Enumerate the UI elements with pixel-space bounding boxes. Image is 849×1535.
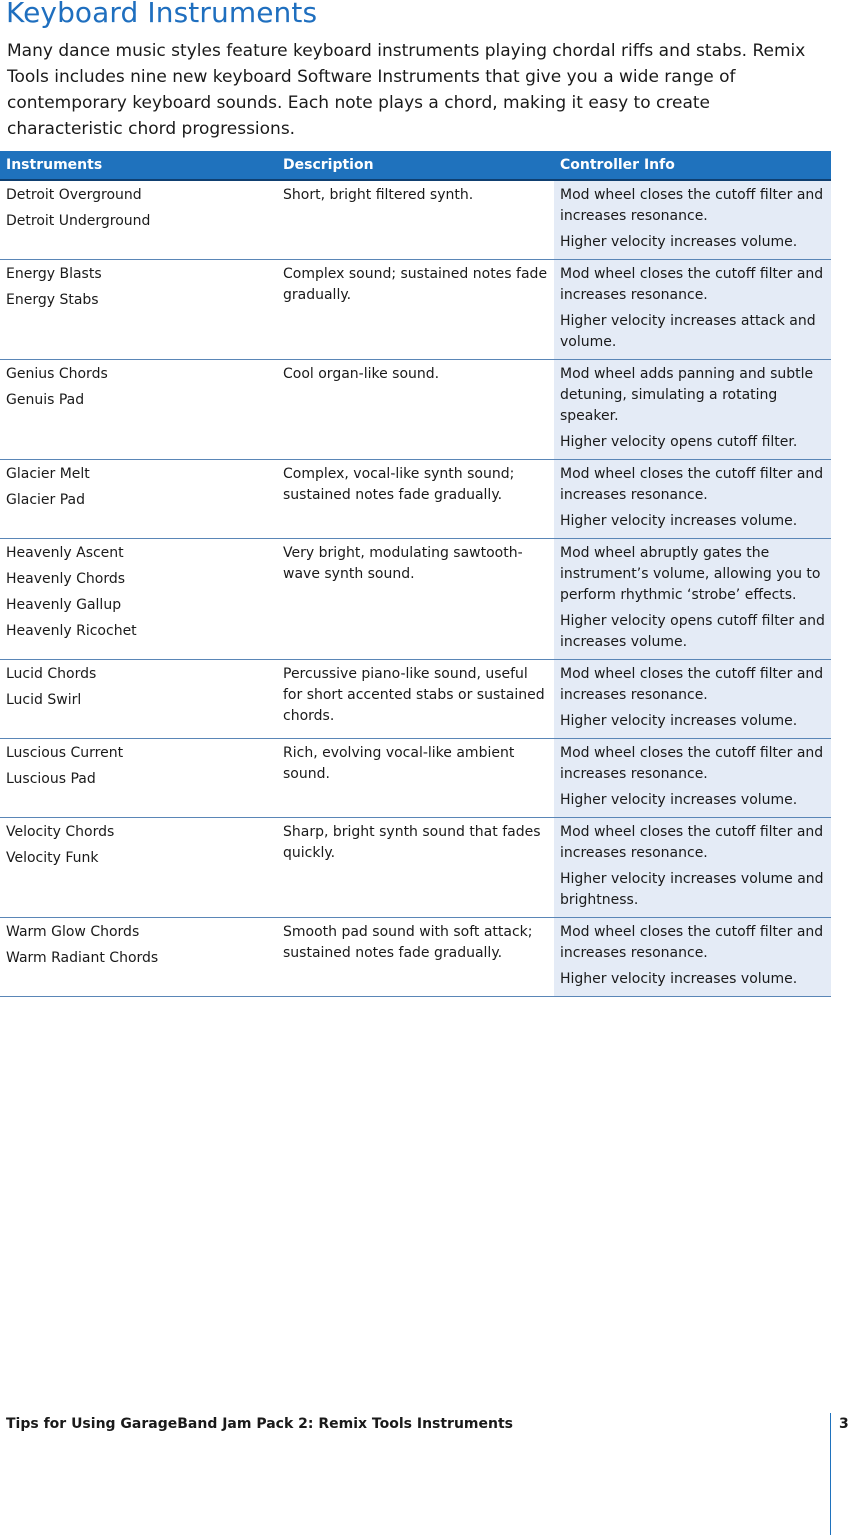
controller-info-text: Higher velocity increases volume. xyxy=(560,792,798,808)
page-number: 3 xyxy=(839,1416,849,1432)
table-body xyxy=(0,180,831,997)
description-text: Percussive piano-like sound, useful for short accented stabs or sustained chords. xyxy=(283,666,545,724)
instrument-name: Velocity Funk xyxy=(6,850,99,866)
controller-info-text: Higher velocity increases volume. xyxy=(560,513,798,529)
controller-info-cell xyxy=(554,818,831,918)
controller-info-cell xyxy=(554,539,831,660)
instruments-cell xyxy=(0,818,277,918)
instrument-name: Velocity Chords xyxy=(6,824,115,840)
description-text: Complex, vocal-like synth sound; sustained notes fade gradually. xyxy=(283,466,515,503)
instruments-cell xyxy=(0,180,277,260)
instruments-cell xyxy=(0,539,277,660)
intro-paragraph: Many dance music styles feature keyboard instruments playing chordal riffs and stabs. Remix Tools includes nine new keyboard Software Instruments that give you a wide range of contemporary keyboard sounds. Each note plays a chord, making it easy to create characteristic chord progressions. xyxy=(7,41,806,139)
table-row xyxy=(0,539,831,660)
controller-info-text: Mod wheel closes the cutoff filter and increases resonance. xyxy=(560,187,824,224)
controller-info-cell xyxy=(554,260,831,360)
controller-info-text: Higher velocity increases volume. xyxy=(560,234,798,250)
table-row xyxy=(0,918,831,997)
instruments-cell xyxy=(0,460,277,539)
controller-info-cell xyxy=(554,660,831,739)
footer-title: Tips for Using GarageBand Jam Pack 2: Remix Tools Instruments xyxy=(6,1416,514,1432)
instrument-table xyxy=(0,151,831,997)
column-header-description: Description xyxy=(277,151,554,180)
description-text: Complex sound; sustained notes fade gradually. xyxy=(283,266,548,303)
table-row xyxy=(0,360,831,460)
controller-info-text: Higher velocity increases volume. xyxy=(560,713,798,729)
description-text: Cool organ-like sound. xyxy=(283,366,440,382)
instrument-name: Heavenly Ascent xyxy=(6,545,124,561)
instrument-name: Luscious Current xyxy=(6,745,124,761)
instrument-name: Detroit Overground xyxy=(6,187,142,203)
description-text: Very bright, modulating sawtooth-wave synth sound. xyxy=(283,545,523,582)
description-cell xyxy=(277,460,554,539)
controller-info-cell xyxy=(554,180,831,260)
instrument-name: Heavenly Ricochet xyxy=(6,623,137,639)
controller-info-cell xyxy=(554,360,831,460)
controller-info-cell xyxy=(554,739,831,818)
instrument-name: Genius Chords xyxy=(6,366,108,382)
instruments-cell xyxy=(0,660,277,739)
description-text: Sharp, bright synth sound that fades quickly. xyxy=(283,824,541,861)
description-cell xyxy=(277,260,554,360)
table-header-row xyxy=(0,151,831,180)
instrument-name: Heavenly Gallup xyxy=(6,597,122,613)
instruments-cell xyxy=(0,739,277,818)
table-row xyxy=(0,180,831,260)
description-text: Rich, evolving vocal-like ambient sound. xyxy=(283,745,515,782)
instrument-name: Warm Radiant Chords xyxy=(6,950,159,966)
description-text: Short, bright filtered synth. xyxy=(283,187,474,203)
instrument-name: Energy Stabs xyxy=(6,292,99,308)
controller-info-cell xyxy=(554,460,831,539)
description-cell xyxy=(277,818,554,918)
controller-info-text: Mod wheel abruptly gates the instrument’s volume, allowing you to perform rhythmic ‘strobe’ effects. xyxy=(560,545,821,603)
controller-info-text: Mod wheel closes the cutoff filter and increases resonance. xyxy=(560,466,824,503)
instrument-name: Glacier Melt xyxy=(6,466,90,482)
description-cell xyxy=(277,918,554,997)
instrument-name: Lucid Chords xyxy=(6,666,97,682)
table-row xyxy=(0,260,831,360)
controller-info-text: Mod wheel closes the cutoff filter and increases resonance. xyxy=(560,666,824,703)
instrument-name: Detroit Underground xyxy=(6,213,151,229)
instrument-name: Genuis Pad xyxy=(6,392,85,408)
column-header-instruments: Instruments xyxy=(0,151,277,180)
instrument-name: Heavenly Chords xyxy=(6,571,126,587)
table-row xyxy=(0,460,831,539)
instruments-cell xyxy=(0,260,277,360)
controller-info-text: Higher velocity increases volume and brightness. xyxy=(560,871,824,908)
table-header xyxy=(0,151,831,180)
controller-info-text: Mod wheel adds panning and subtle detuning, simulating a rotating speaker. xyxy=(560,366,814,424)
controller-info-text: Higher velocity opens cutoff filter. xyxy=(560,434,798,450)
table-row xyxy=(0,739,831,818)
page-title: Keyboard Instruments xyxy=(6,0,318,29)
controller-info-text: Mod wheel closes the cutoff filter and increases resonance. xyxy=(560,745,824,782)
instruments-cell xyxy=(0,360,277,460)
description-cell xyxy=(277,360,554,460)
controller-info-text: Mod wheel closes the cutoff filter and increases resonance. xyxy=(560,824,824,861)
controller-info-text: Higher velocity increases volume. xyxy=(560,971,798,987)
column-header-controller-info: Controller Info xyxy=(554,151,831,180)
footer-rule xyxy=(830,1413,831,1535)
instrument-name: Energy Blasts xyxy=(6,266,102,282)
description-text: Smooth pad sound with soft attack; sustained notes fade gradually. xyxy=(283,924,533,961)
table-row xyxy=(0,660,831,739)
instrument-table-container xyxy=(0,151,831,997)
table-row xyxy=(0,818,831,918)
controller-info-text: Higher velocity opens cutoff filter and increases volume. xyxy=(560,613,825,650)
instrument-name: Warm Glow Chords xyxy=(6,924,140,940)
controller-info-text: Mod wheel closes the cutoff filter and increases resonance. xyxy=(560,266,824,303)
instrument-name: Glacier Pad xyxy=(6,492,86,508)
instrument-name: Luscious Pad xyxy=(6,771,96,787)
instruments-cell xyxy=(0,918,277,997)
controller-info-text: Higher velocity increases attack and volume. xyxy=(560,313,816,350)
instrument-name: Lucid Swirl xyxy=(6,692,82,708)
controller-info-cell xyxy=(554,918,831,997)
description-cell xyxy=(277,539,554,660)
description-cell xyxy=(277,180,554,260)
controller-info-text: Mod wheel closes the cutoff filter and increases resonance. xyxy=(560,924,824,961)
description-cell xyxy=(277,660,554,739)
description-cell xyxy=(277,739,554,818)
